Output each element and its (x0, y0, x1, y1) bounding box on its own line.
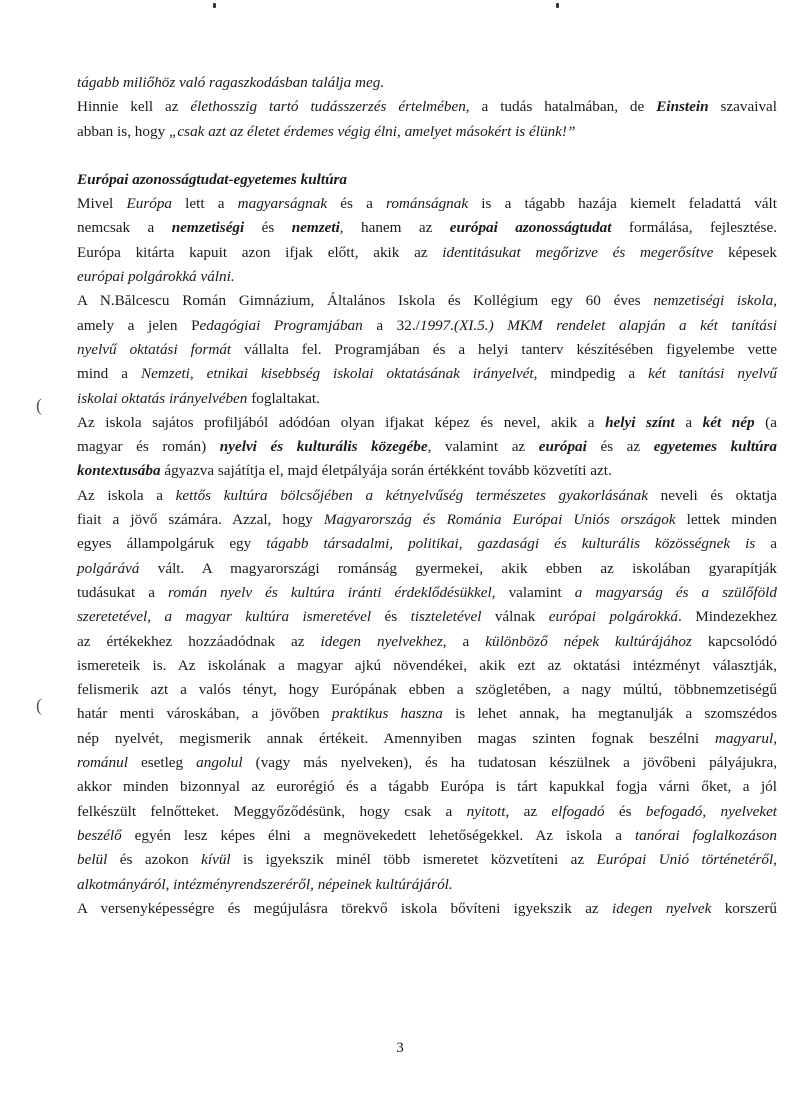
emphasis-text: 1997.(XI.5.) MKM rendelet alapján a két tanítási (419, 316, 777, 334)
emphasis-text: polgárává (77, 559, 140, 577)
plain-text: válnak (481, 608, 549, 626)
text-line (77, 484, 777, 508)
plain-text: A versenyképességre és megújulásra törekvő iskola bővíteni igyekszik az (77, 899, 613, 917)
strong-emphasis-text: Einstein (656, 98, 709, 116)
text-line (77, 314, 777, 338)
page-number: 3 (396, 1040, 404, 1056)
plain-text: és azokon (107, 851, 202, 869)
emphasis-text: nyelveket (720, 802, 778, 820)
plain-text: (a (754, 413, 777, 431)
plain-text: amely a jelen P (77, 316, 200, 334)
plain-text: , a (442, 632, 486, 650)
plain-text: , az (505, 802, 552, 820)
plain-text: felismerik azt a valós tényt, hogy Európának ebben a szögletében, a nagy múltú, többnemzetiségű (77, 681, 777, 699)
plain-text: , valamint az (427, 438, 539, 456)
strong-emphasis-text: egyetemes kultúra (653, 438, 778, 456)
strong-emphasis-text: nemzetiségi (171, 219, 245, 237)
plain-text: korszerű (711, 899, 777, 917)
plain-text: is igyekszik minél több ismeretet közvetíteni az (230, 851, 597, 869)
plain-text: abban is, hogy (77, 122, 169, 140)
emphasis-text: identitásukat megőrizve és megerősítve (442, 243, 714, 261)
text-line (77, 387, 777, 411)
plain-text: Az iskola a (77, 486, 176, 504)
plain-text: tudásukat a (77, 583, 168, 601)
emphasis-text: belül (77, 851, 108, 869)
plain-text: vállalta fel. Programjában és a helyi tanterv készítésében figyelembe vette (231, 340, 777, 358)
plain-text: a 32./ (362, 316, 420, 334)
text-line (77, 265, 777, 289)
strong-emphasis-text: helyi színt (605, 413, 675, 431)
plain-text: , hanem az (339, 219, 450, 237)
emphasis-text: befogadó (645, 802, 703, 820)
emphasis-text: angolul (196, 754, 243, 772)
plain-text: , valamint (491, 583, 575, 601)
plain-text: Európa kitárta kapuit azon ifjak előtt, akik az (77, 243, 443, 261)
text-line (77, 654, 777, 678)
plain-text: , (773, 729, 777, 747)
plain-text: nép nyelvét, megismerik annak értékeit. Amennyiben magas szinten fognak beszélni (77, 729, 715, 747)
plain-text: a tudás hatalmában, de (469, 98, 657, 116)
strong-emphasis-text: Európai azonosságtudat-egyetemes kultúra (77, 170, 348, 188)
plain-text: is a tágabb hazája kiemelt feladattá vált (468, 195, 777, 213)
text-line (77, 216, 777, 240)
emphasis-text: nemzetiségi iskola (653, 292, 774, 310)
emphasis-text: alkotmányáról, intézményrendszeréről, népeinek kultúrájáról. (77, 875, 453, 893)
plain-text: és (604, 802, 646, 820)
text-line (77, 362, 777, 386)
plain-text: lett a (172, 195, 238, 213)
emphasis-text: tiszteletével (410, 608, 482, 626)
emphasis-text: iskolai oktatás irányelvében (77, 389, 248, 407)
plain-text: , (147, 608, 165, 626)
plain-text: az értékekhez hozzáadódnak az (77, 632, 321, 650)
plain-text: lettek minden (675, 511, 777, 529)
plain-text: formálása, fejlesztése. (611, 219, 777, 237)
text-line (77, 848, 777, 872)
emphasis-text: román nyelv és kultúra iránti érdeklődésükkel (167, 583, 492, 601)
text-line (77, 435, 777, 459)
emphasis-text: „csak azt az életet érdemes végig élni, amelyet másokért is élünk!” (168, 122, 576, 140)
emphasis-text: idegen nyelvek (612, 899, 712, 917)
punch-hole-mark (556, 3, 559, 8)
emphasis-text: edagógiai Programjában (199, 316, 363, 334)
text-line (77, 727, 777, 751)
emphasis-text: kívül (201, 851, 231, 869)
emphasis-text: Európa (126, 195, 173, 213)
text-line (77, 630, 777, 654)
plain-text: egyes állampolgáruk egy (77, 535, 267, 553)
plain-text: egyén lesz képes élni a megnövekedett lehetőségekkel. Az iskola a (121, 826, 635, 844)
plain-text: határ menti városkában, a jövőben (77, 705, 332, 723)
plain-text: a (755, 535, 778, 553)
plain-text: is lehet annak, ha megtanulják a szomszédos (442, 705, 778, 723)
emphasis-text: románul (77, 754, 128, 772)
text-line (77, 873, 777, 897)
plain-text: esetleg (127, 754, 197, 772)
plain-text: kapcsolódó (691, 632, 777, 650)
text-line (77, 411, 777, 435)
emphasis-text: Európai Unió történetéről, (596, 851, 777, 869)
text-line (77, 338, 777, 362)
plain-text: képesek (713, 243, 777, 261)
strong-emphasis-text: két nép (702, 413, 755, 431)
document-body (77, 71, 777, 921)
plain-text: neveli és oktatja (647, 486, 778, 504)
margin-bracket-mark: ( (36, 695, 42, 715)
paragraph-gap (77, 144, 777, 168)
text-line (77, 751, 777, 775)
plain-text: felkészült felnőtteket. Meggyőződésünk, hogy csak a (77, 802, 467, 820)
emphasis-text: elfogadó (551, 802, 605, 820)
text-line (77, 775, 777, 799)
text-line (77, 581, 777, 605)
text-line (77, 241, 777, 265)
emphasis-text: magyarságnak (237, 195, 328, 213)
text-line (77, 800, 777, 824)
text-line (77, 289, 777, 313)
punch-hole-mark (213, 3, 216, 8)
text-line (77, 192, 777, 216)
plain-text: Mivel (77, 195, 127, 213)
emphasis-text: beszélő (77, 826, 122, 844)
text-line (77, 120, 777, 144)
emphasis-text: szeretetével (77, 608, 148, 626)
text-line (77, 702, 777, 726)
emphasis-text: két tanítási nyelvű (648, 365, 777, 383)
strong-emphasis-text: nyelvi és kulturális közegébe (219, 438, 428, 456)
emphasis-text: különböző népek kultúrájához (485, 632, 692, 650)
plain-text: Az iskola sajátos profiljából adódóan olyan ifjakat képez és nevel, akik a (77, 413, 606, 431)
plain-text: , (773, 292, 778, 310)
plain-text: . Mindezekhez (678, 608, 778, 626)
text-line (77, 824, 777, 848)
emphasis-text: Magyarország és Románia Európai Uniós országok (323, 511, 676, 529)
strong-emphasis-text: nemzeti (291, 219, 340, 237)
plain-text: vált. A magyarországi románság gyermekei, akik ebben az iskolában gyarapítják (139, 559, 777, 577)
emphasis-text: élethosszig tartó tudásszerzés értelmében, (190, 98, 470, 116)
strong-emphasis-text: európai azonosságtudat (449, 219, 612, 237)
text-line (77, 95, 777, 119)
emphasis-text: Nemzeti, etnikai kisebbség iskolai oktatásának irányelvét (140, 365, 534, 383)
text-line (77, 678, 777, 702)
plain-text: szavaival (708, 98, 777, 116)
plain-text: nemcsak a (77, 219, 172, 237)
margin-bracket-mark: ( (36, 395, 42, 415)
emphasis-text: praktikus haszna (331, 705, 443, 723)
text-line (77, 605, 777, 629)
strong-emphasis-text: kontextusába (77, 462, 161, 480)
emphasis-text: nyitott (466, 802, 506, 820)
emphasis-text: idegen nyelvekhez (320, 632, 443, 650)
emphasis-text: a magyar kultúra ismeretével (164, 608, 372, 626)
plain-text: , mindpedig a (533, 365, 649, 383)
plain-text: ismereteik is. Az iskolának a magyar ajkú növendékei, akik ezt az oktatási intézményt választják, (77, 656, 777, 674)
plain-text: mind a (77, 365, 141, 383)
plain-text: a (674, 413, 703, 431)
text-line (77, 557, 777, 581)
emphasis-text: tanórai foglalkozáson (634, 826, 777, 844)
emphasis-text: románságnak (385, 195, 469, 213)
plain-text: és az (586, 438, 654, 456)
plain-text: fiait a jövő számára. Azzal, hogy (77, 511, 324, 529)
text-line (77, 459, 777, 483)
section-heading (77, 168, 777, 192)
plain-text: (vagy más nyelveken), és ha tudatosan készülnek a jövőbeni pályájukra, (242, 754, 777, 772)
plain-text: A N.Bălcescu Román Gimnázium, Általános Iskola és Kollégium egy 60 éves (77, 292, 654, 310)
emphasis-text: nyelvű oktatási formát (77, 340, 232, 358)
text-line (77, 508, 777, 532)
plain-text: és (244, 219, 292, 237)
plain-text: , (702, 802, 721, 820)
plain-text: foglaltakat. (247, 389, 320, 407)
plain-text: Hinnie kell az (77, 98, 191, 116)
emphasis-text: európai polgárokká válni. (77, 268, 235, 286)
emphasis-text: tágabb társadalmi, politikai, gazdasági és kulturális közösségnek is (266, 535, 756, 553)
emphasis-text: tágabb miliőhöz való ragaszkodásban találja meg. (77, 74, 385, 91)
emphasis-text: kettős kultúra bölcsőjében a kétnyelvűség természetes gyakorlásának (175, 486, 648, 504)
emphasis-text: magyarul (714, 729, 774, 747)
text-line (77, 897, 777, 921)
emphasis-text: a magyarság és a szülőföld (574, 583, 777, 601)
plain-text: és a (327, 195, 386, 213)
plain-text: ágyazva sajátítja el, majd életpályája során értékként tovább közvetíti azt. (160, 462, 612, 480)
text-line (77, 71, 777, 95)
text-line (77, 532, 777, 556)
plain-text: és (371, 608, 411, 626)
strong-emphasis-text: európai (538, 438, 587, 456)
plain-text: akkor minden bizonnyal az eurorégió és a tágabb Európa is tárt kapukkal fogja várni őket, a jól (77, 778, 777, 796)
plain-text: magyar és román) (77, 438, 220, 456)
emphasis-text: európai polgárokká (548, 608, 678, 626)
